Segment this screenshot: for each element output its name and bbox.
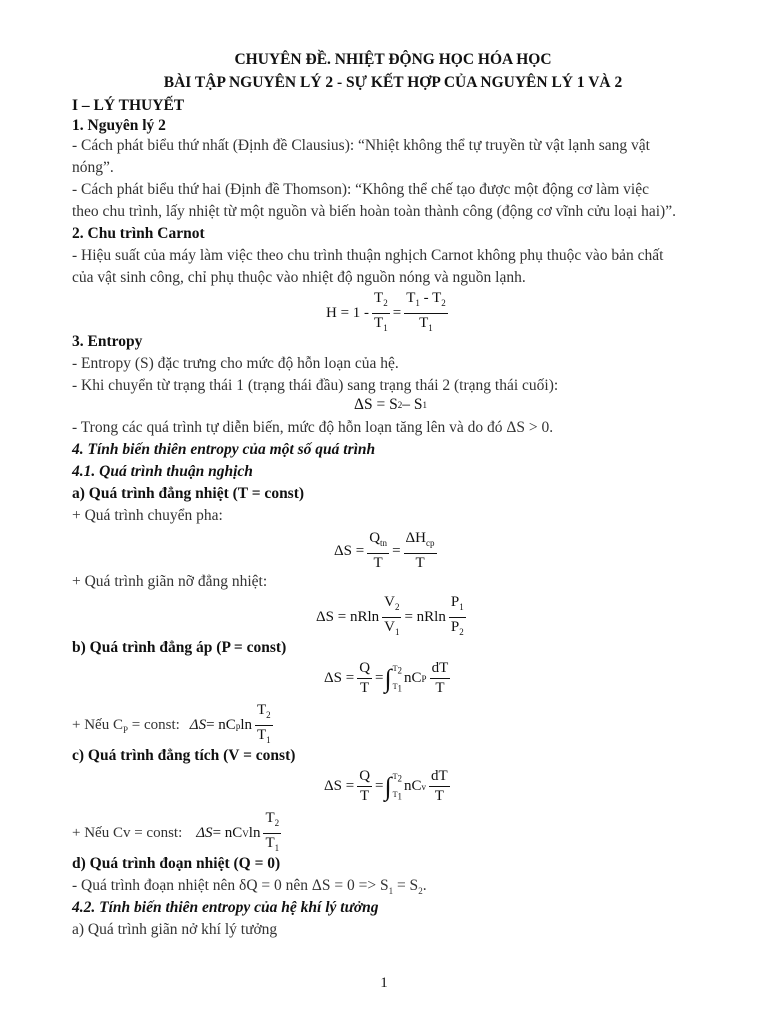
heading-carnot: 2. Chu trình Carnot xyxy=(72,225,205,242)
paragraph-carnot-1: - Hiệu suất của máy làm việc theo chu trình thuận nghịch Carnot không phụ thuộc vào bản chất xyxy=(72,247,664,264)
paragraph-thomson-2: theo chu trình, lấy nhiệt từ một nguồn và biến hoàn toàn thành công (động cơ vĩnh cửu loại hai)”. xyxy=(72,203,676,220)
paragraph-carnot-2: của vật sinh công, chỉ phụ thuộc vào nhiệt độ nguồn nóng và nguồn lạnh. xyxy=(72,269,526,286)
text-phase-transition: + Quá trình chuyển pha: xyxy=(72,507,223,524)
equation-isochoric: ΔS = $\frac{Q}{T}$ = ∫ $T_2$ $T_1$ nC v $\frac{dT}{T}$ xyxy=(324,768,448,804)
heading-entropy-change: 4. Tính biến thiên entropy của một số quá trình xyxy=(72,441,376,458)
text-isothermal-expansion: + Quá trình giãn nỡ đẳng nhiệt: xyxy=(72,573,268,590)
document-title: CHUYÊN ĐỀ. NHIỆT ĐỘNG HỌC HÓA HỌC xyxy=(234,51,552,68)
heading-isothermal: a) Quá trình đẳng nhiệt (T = const) xyxy=(72,485,305,502)
paragraph-thomson-1: - Cách phát biểu thứ hai (Định đề Thomson): “Không thể chế tạo được một động cơ làm việc xyxy=(72,181,649,198)
paragraph-entropy-def: - Entropy (S) đặc trưng cho mức độ hỗn loạn của hệ. xyxy=(72,355,399,372)
heading-ideal-gas: 4.2. Tính biến thiên entropy của hệ khí lý tưởng xyxy=(72,899,379,916)
equation-isothermal-expansion: ΔS = nRln $\frac{V_2}{V_1}$ = nRln $\frac{P_1}{P_2}$ xyxy=(316,594,464,637)
equation-delta-s: ΔS = S 2 – S 1 xyxy=(354,396,427,413)
page-number: 1 xyxy=(380,975,388,991)
document-subtitle: BÀI TẬP NGUYÊN LÝ 2 - SỰ KẾT HỢP CỦA NGUYÊN LÝ 1 VÀ 2 xyxy=(163,74,623,91)
heading-second-law: 1. Nguyên lý 2 xyxy=(72,117,166,134)
heading-reversible: 4.1. Quá trình thuận nghịch xyxy=(72,463,253,480)
paragraph-state-change: - Khi chuyển từ trạng thái 1 (trạng thái đầu) sang trạng thái 2 (trạng thái cuối): xyxy=(72,377,559,394)
equation-cv-constant: + Nếu Cv = const: ΔS = nC V ln $\frac{T_2}{T_1}$ xyxy=(72,810,280,853)
section-heading-theory: I – LÝ THUYẾT xyxy=(72,97,185,114)
paragraph-spontaneous: - Trong các quá trình tự diễn biến, mức độ hỗn loạn tăng lên và do đó ΔS > 0. xyxy=(72,419,554,436)
heading-isobaric: b) Quá trình đẳng áp (P = const) xyxy=(72,639,287,656)
equation-cp-constant: + Nếu $C_P$ = const: ΔS = nC p ln $\frac{T_2}{T_1}$ xyxy=(72,702,271,745)
heading-entropy: 3. Entropy xyxy=(72,333,143,350)
equation-isobaric: ΔS = $\frac{Q}{T}$ = ∫ $T_2$ $T_1$ nC P $\frac{dT}{T}$ xyxy=(324,660,449,696)
paragraph-clausius-2: nóng”. xyxy=(72,159,114,176)
text-adiabatic: - Quá trình đoạn nhiệt nên δQ = 0 nên $\Delta S = 0 => S_1 = S_2$. xyxy=(72,877,427,897)
paragraph-clausius-1: - Cách phát biểu thứ nhất (Định đề Clausius): “Nhiệt không thể tự truyền từ vật lạnh sang vật xyxy=(72,137,650,154)
heading-adiabatic: d) Quá trình đoạn nhiệt (Q = 0) xyxy=(72,855,281,872)
equation-phase-transition: ΔS = $\frac{Q_{tn}}{T}$ = $\frac{\Delta H_{cp}}{T}$ xyxy=(334,530,435,571)
heading-isochoric: c) Quá trình đẳng tích (V = const) xyxy=(72,747,296,764)
text-ideal-gas-expansion: a) Quá trình giãn nở khí lý tưởng xyxy=(72,921,278,938)
equation-carnot: H = 1 - $\frac{T_2}{T_1}$ = $\frac{T_1 - T_2}{T_1}$ xyxy=(326,290,446,333)
